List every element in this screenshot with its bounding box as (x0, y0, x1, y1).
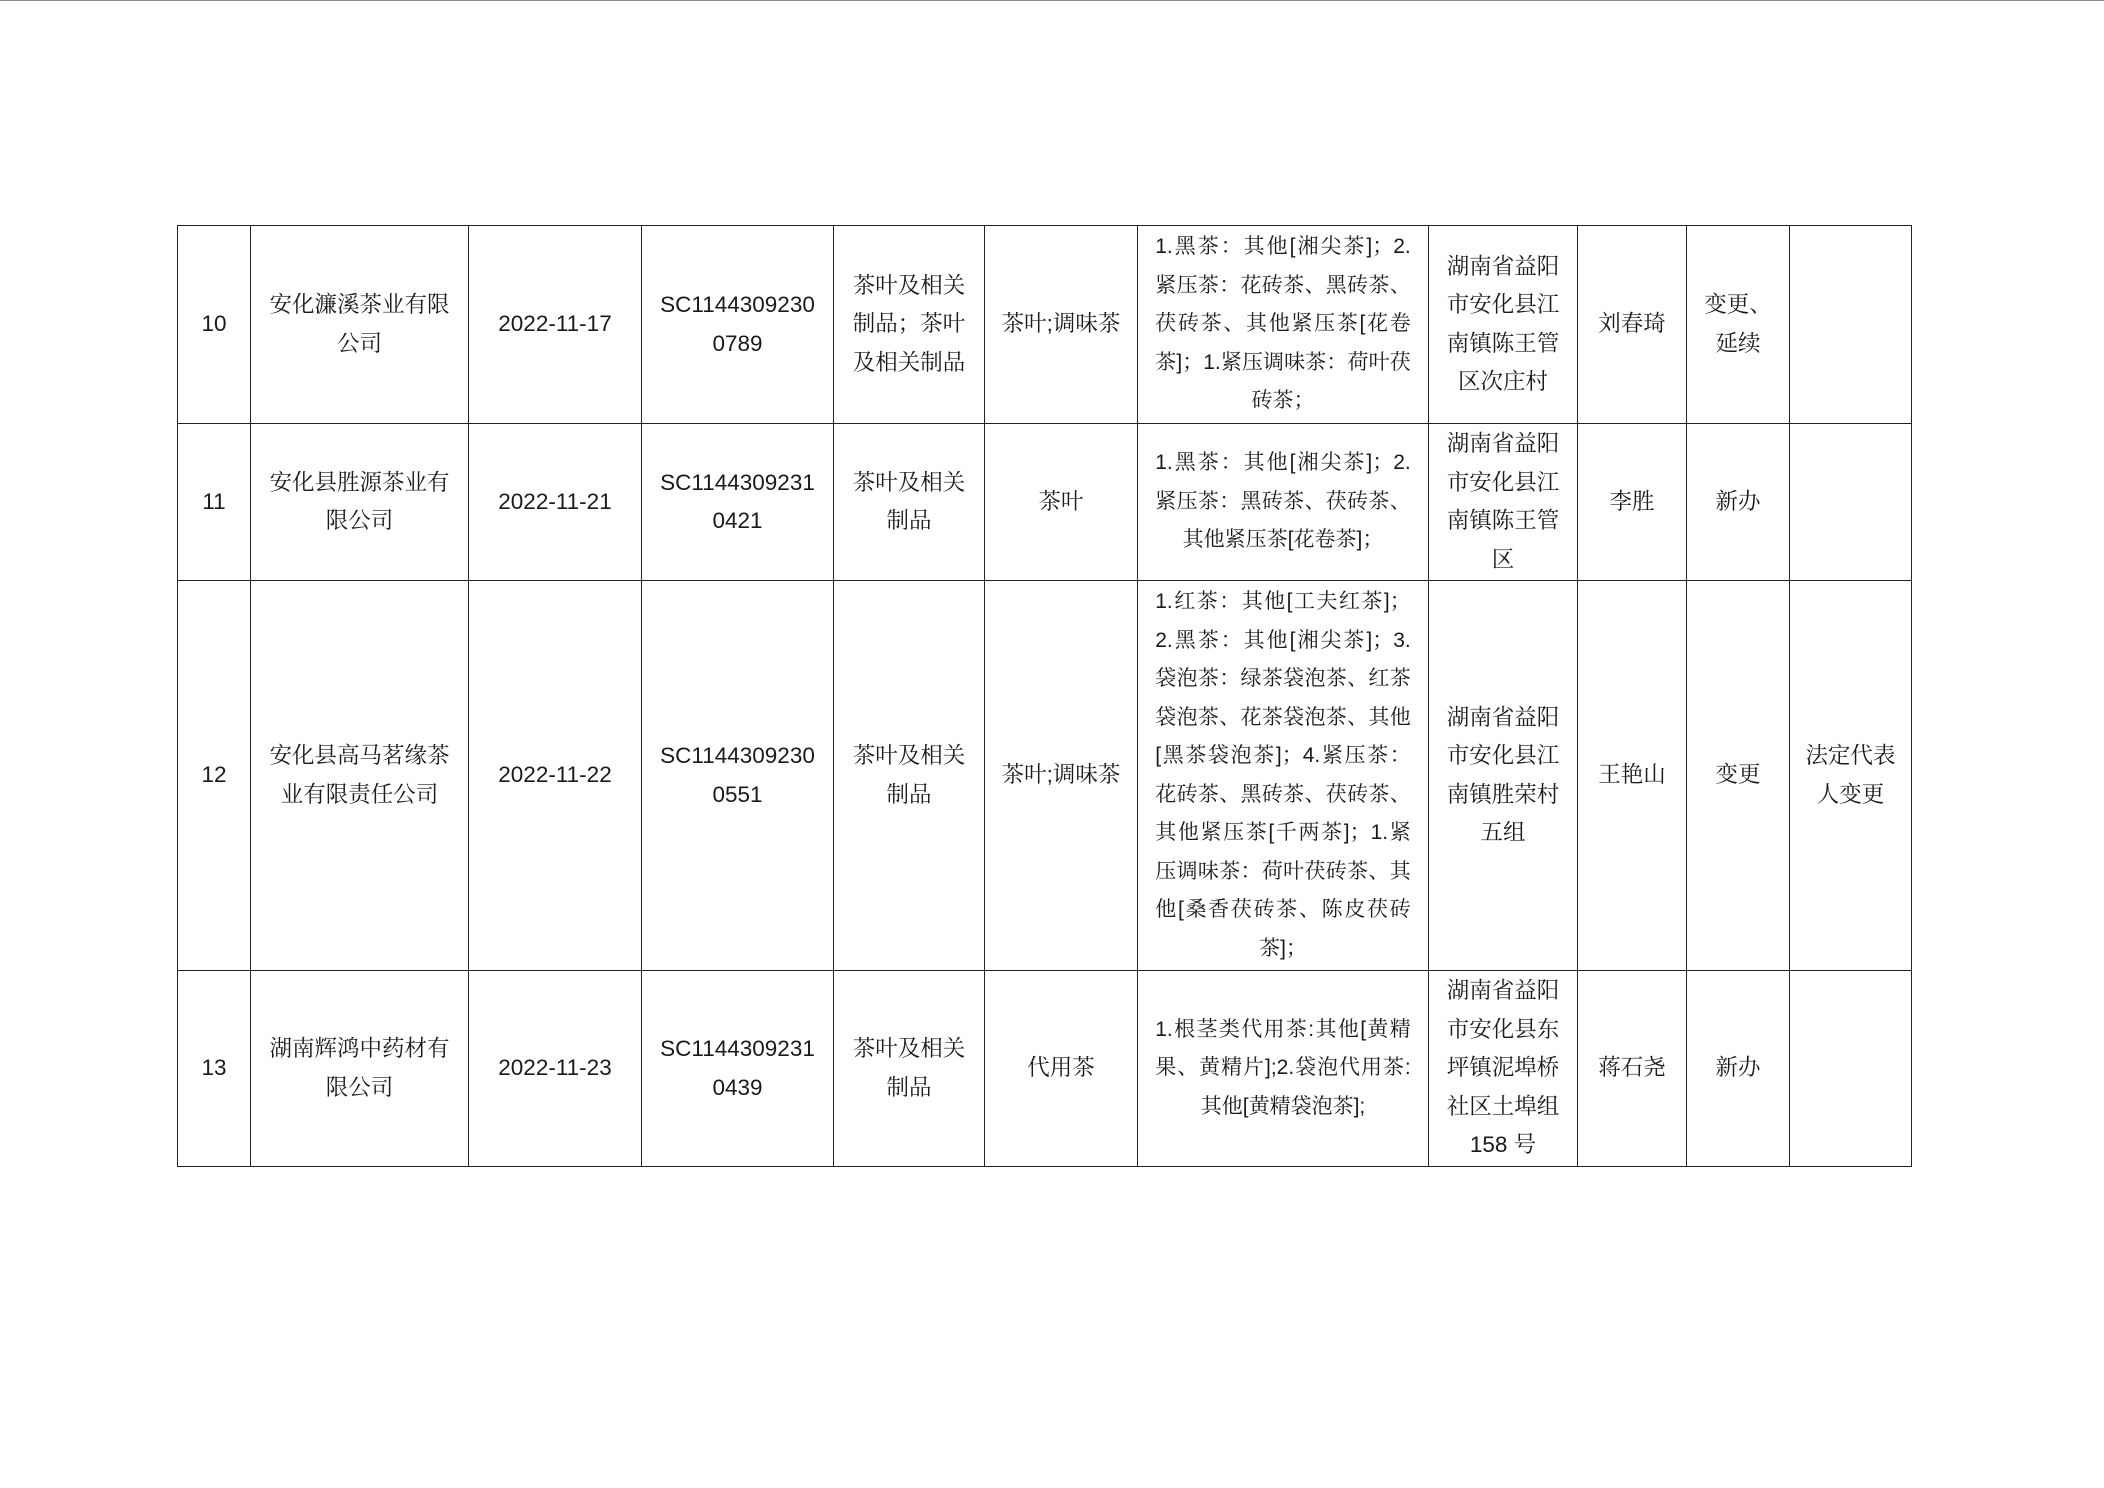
food-type-cell: 茶叶;调味茶 (985, 226, 1138, 424)
legal-representative-cell: 李胜 (1578, 424, 1687, 581)
issue-date-cell: 2022-11-17 (469, 226, 642, 424)
address-cell: 湖南省益阳市安化县东坪镇泥埠桥社区土埠组158 号 (1429, 971, 1578, 1167)
company-name-cell: 安化县高马茗缘茶业有限责任公司 (251, 581, 469, 971)
company-name-cell: 湖南辉鸿中药材有限公司 (251, 971, 469, 1167)
remarks-cell (1790, 424, 1912, 581)
food-category-cell: 茶叶及相关制品 (834, 424, 985, 581)
food-type-cell: 茶叶 (985, 424, 1138, 581)
license-number-cell: SC11443092310439 (642, 971, 834, 1167)
production-details-cell: 1.黑茶：其他[湘尖茶]；2.紧压茶：黑砖茶、茯砖茶、其他紧压茶[花卷茶]； (1138, 424, 1429, 581)
food-category-cell: 茶叶及相关制品 (834, 581, 985, 971)
remarks-cell (1790, 971, 1912, 1167)
table-row (178, 581, 1912, 971)
production-details-cell: 1.红茶：其他[工夫红茶]；2.黑茶：其他[湘尖茶]；3.袋泡茶：绿茶袋泡茶、红茶袋泡茶、花茶袋泡茶、其他[黑茶袋泡茶]；4.紧压茶：花砖茶、黑砖茶、茯砖茶、其他紧压茶[千两茶]；1.紧压调味茶：荷叶茯砖茶、其他[桑香茯砖茶、陈皮茯砖茶]； (1138, 581, 1429, 971)
license-table (177, 225, 1912, 1167)
legal-representative-cell: 刘春琦 (1578, 226, 1687, 424)
license-number-cell: SC11443092310421 (642, 424, 834, 581)
page-top-rule (0, 0, 2104, 1)
license-number-cell: SC11443092300551 (642, 581, 834, 971)
table-row (178, 971, 1912, 1167)
legal-representative-cell: 蒋石尧 (1578, 971, 1687, 1167)
application-type-cell: 变更、延续 (1687, 226, 1790, 424)
production-details-cell: 1.黑茶：其他[湘尖茶]；2.紧压茶：花砖茶、黑砖茶、茯砖茶、其他紧压茶[花卷茶]；1.紧压调味茶：荷叶茯砖茶； (1138, 226, 1429, 424)
table-row (178, 424, 1912, 581)
issue-date-cell: 2022-11-23 (469, 971, 642, 1167)
application-type-cell: 新办 (1687, 424, 1790, 581)
table-row (178, 226, 1912, 424)
license-number-cell: SC11443092300789 (642, 226, 834, 424)
address-cell: 湖南省益阳市安化县江南镇陈王管区 (1429, 424, 1578, 581)
remarks-cell: 法定代表人变更 (1790, 581, 1912, 971)
company-name-cell: 安化濂溪茶业有限公司 (251, 226, 469, 424)
food-type-cell: 代用茶 (985, 971, 1138, 1167)
address-cell: 湖南省益阳市安化县江南镇陈王管区次庄村 (1429, 226, 1578, 424)
remarks-cell (1790, 226, 1912, 424)
issue-date-cell: 2022-11-22 (469, 581, 642, 971)
address-cell: 湖南省益阳市安化县江南镇胜荣村五组 (1429, 581, 1578, 971)
food-type-cell: 茶叶;调味茶 (985, 581, 1138, 971)
production-details-cell: 1.根茎类代用茶:其他[黄精果、黄精片];2.袋泡代用茶:其他[黄精袋泡茶]; (1138, 971, 1429, 1167)
food-category-cell: 茶叶及相关制品；茶叶及相关制品 (834, 226, 985, 424)
food-category-cell: 茶叶及相关制品 (834, 971, 985, 1167)
issue-date-cell: 2022-11-21 (469, 424, 642, 581)
row-number-cell: 11 (178, 424, 251, 581)
row-number-cell: 10 (178, 226, 251, 424)
application-type-cell: 变更 (1687, 581, 1790, 971)
application-type-cell: 新办 (1687, 971, 1790, 1167)
company-name-cell: 安化县胜源茶业有限公司 (251, 424, 469, 581)
legal-representative-cell: 王艳山 (1578, 581, 1687, 971)
row-number-cell: 12 (178, 581, 251, 971)
row-number-cell: 13 (178, 971, 251, 1167)
